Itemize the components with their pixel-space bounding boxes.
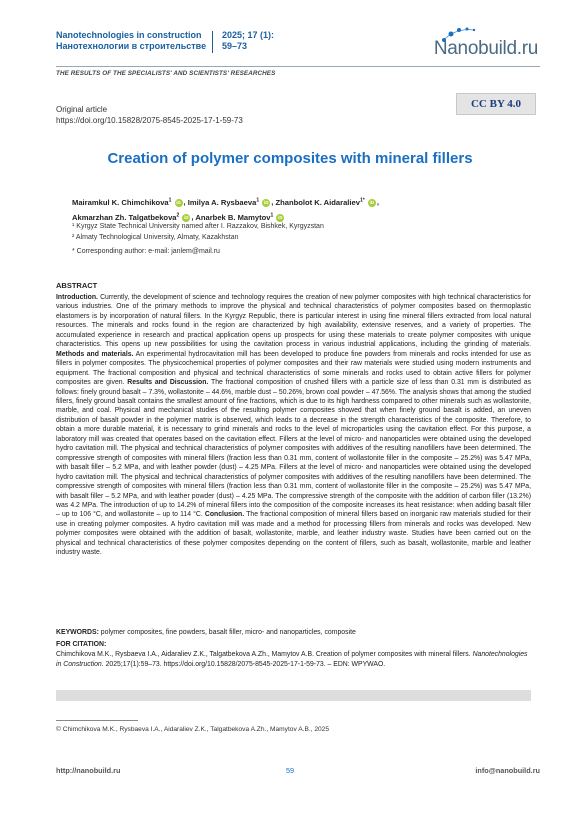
- orcid-icon[interactable]: iD: [369, 199, 375, 205]
- header-divider: [212, 31, 213, 53]
- journal-name: [56, 30, 206, 52]
- nanobuild-logo[interactable]: [420, 30, 540, 64]
- corresponding-author: * Corresponding author: e-mail: janlem@mail.ru: [72, 248, 220, 255]
- citation-text: Chimchikova M.K., Rysbaeva I.A., Aidaraliev Z.K., Talgatbekova A.Zh., Mamytov A.B. Creation of polymer composites with mineral fillers. Nanotechnologies in Construction. 2025;17(1):59–73. https://doi.org/10.15828/2075-8545-2025-17-1-59-73. – EDN: WPYWAO.: [56, 651, 528, 668]
- author[interactable]: Anarbek B. Mamytov$^1$: [195, 212, 274, 222]
- issue-pages: 59–73: [222, 41, 248, 51]
- orcid-icon[interactable]: iD: [278, 214, 283, 220]
- header-rule: [56, 66, 540, 67]
- page-footer: [56, 766, 540, 778]
- author[interactable]: Mairamkul K. Chimchikova$^1$: [72, 197, 172, 207]
- author-list: Mairamkul K. Chimchikova$^1$ iD , Imilya A. Rysbaeva$^1$ iD , Zhanbolot K. Aidaraliev$^{1*}$ iD , Akmarzhan Zh. Talgatbekova$^2$ iD , Anarbek B. Mamytov$^1$ iD: [72, 197, 379, 222]
- affiliation-2: ² Almaty Technological University, Almaty, Kazakhstan: [72, 234, 239, 241]
- separator-bar: [56, 690, 531, 701]
- affiliation-1: ¹ Kyrgyz State Technical University named after I. Razzakov, Bishkek, Kyrgyzstan: [72, 223, 324, 230]
- page-header: [56, 30, 540, 64]
- orcid-icon[interactable]: iD: [184, 214, 189, 220]
- journal-name-en: Nanotechnologies in construction: [56, 30, 202, 40]
- author[interactable]: Imilya A. Rysbaeva$^1$: [187, 197, 260, 207]
- journal-name-ru: Нанотехнологии в строительстве: [56, 41, 207, 51]
- license-badge[interactable]: CC BY 4.0: [456, 93, 536, 115]
- orcid-icon[interactable]: iD: [263, 199, 269, 205]
- orcid-icon[interactable]: iD: [176, 199, 181, 205]
- footer-email[interactable]: info@nanobuild.ru: [475, 766, 540, 775]
- copyright-notice: © Chimchikova M.K., Rysbaeva I.A., Aidaraliev Z.K., Talgatbekova A.Zh., Mamytov A.B., 2025: [56, 726, 330, 733]
- issue-info: [222, 30, 274, 52]
- doi-link[interactable]: https://doi.org/10.15828/2075-8545-2025-17-1-59-73: [56, 116, 243, 125]
- footnote-rule: [56, 720, 138, 721]
- author[interactable]: Akmarzhan Zh. Talgatbekova$^2$: [72, 212, 180, 222]
- keywords: KEYWORDS: polymer composites, fine powders, basalt filler, micro- and nanoparticles, composite: [56, 629, 356, 636]
- page-number: 59: [286, 766, 295, 775]
- citation-heading: FOR CITATION:: [56, 641, 107, 648]
- abstract-text: Introduction. Currently, the development of science and technology requires the creation of new polymer composites with high technical characteristics for various industries. One of the primary methods to improve the physical and technical characteristics of polymer composites based on thermoplastic elastomers is by incorporation of natural fillers. In the Kyrgyz Republic, there is particular interest in using fine mineral fillers extracted from local natural resources. The minerals and rocks found in the region are characterized by high availability, extensive reserves, and a variety of properties. The accumulated experience in research and practical application opens up prospects for using these materials to create polymer composites with unique characteristics. This opens up new possibilities for using the cavitation process in various industrial applications, including the grinding of materials. Methods and materials. An experimental hydrocavitation mill has been developed to produce fine powders from minerals and rocks intended for use as fillers in polymer composites. The physicochemical properties of polymer composites and their raw materials were studied using modern instruments and equipment. The fractional composition and physical and technical characteristics of some minerals and rocks used to obtain active fillers for polymer composites are given. Results and Discussion. The fractional composition of crushed fillers with a particle size of less than 0.31 mm is distributed as follows: finely ground basalt – 7.3%, wollastonite – 44.6%, marble dust – 50.26%, brown coal powder – 47.56%. The analysis shows that among the studied fillers, finely ground basalt contains the smallest amount of fine fractions, which is due to its high hardness compared to other minerals such as wollastonite, marble, and coal. Physical and mechanical studies of the resulting polymer composites showed that when finely ground basalt is added, an uneven distribution of basalt powder in the polymer matrix is observed, which leads to a decrease in the strength characteristics of the composite. Therefore, to obtain a more durable material, it is necessary to grind minerals and rocks to the level of microparticles using the cavitation effect. For this purpose, a laboratory mill was created that operates based on the cavitation effect. Fillers at the level of micro- and nanoparticles were obtained using the developed hydro cavitation mill. The physical and technical characteristics of polymer composites with additives of the resulting nanofillers have been determined. The compressive strength of composites with mineral fillers (fraction less than 0.31 mm, content of wollastonite filler in the composite – 25.2%) was 5.47 MPa, with basalt filler – 5.2 MPa, and with leather powder (dust) – 4.25 MPa. Fillers at the level of micro- and nanoparticles were obtained using the developed hydro cavitation mill. The physical and technical characteristics of polymer composites with additives of the resulting nanofillers have been determined. The compressive strength of composites with mineral fillers (fraction less than 0.31 mm, content of wollastonite filler in the composite – 25.2%) was 5.47 MPa, with basalt filler – 5.2 MPa, and with leather powder (dust) – 4.25 MPa. The compressive strength of the composite with the addition of carbon filler (13.2%) was 4.2 MPa. The introduction of up to 14.2% of mineral fillers into the composition of the composite increases its heat resistance: when adding basalt filler – up to 106 °C, and wollastonite – up to 114 °C. Conclusion. The fractional composition of mineral fillers based on inorganic raw materials studied for their use in creating polymer composites. A hydro cavitation mill was made and a method for processing fillers from minerals and rocks was developed. New polymer composites were obtained with the addition of basalt, wollastonite, marble, and leather industry waste. Studies have been carried out on the physical and technical characteristics of these polymer composites depending on the content of fillers, such as basalt, wollastonite, marble and leather industry waste.: [56, 294, 531, 557]
- section-tagline: THE RESULTS OF THE SPECIALISTS' AND SCIENTISTS' RESEARCHES: [56, 70, 276, 77]
- author[interactable]: Zhanbolot K. Aidaraliev$^{1*}$: [275, 197, 365, 207]
- article-type: Original article: [56, 105, 108, 114]
- abstract-heading: ABSTRACT: [56, 281, 98, 290]
- footer-url[interactable]: http://nanobuild.ru: [56, 766, 121, 775]
- article-title: Creation of polymer composites with mineral fillers: [107, 150, 473, 167]
- issue-number: 2025; 17 (1):: [222, 30, 275, 40]
- logo-text: Nanobuild.ru: [433, 38, 538, 59]
